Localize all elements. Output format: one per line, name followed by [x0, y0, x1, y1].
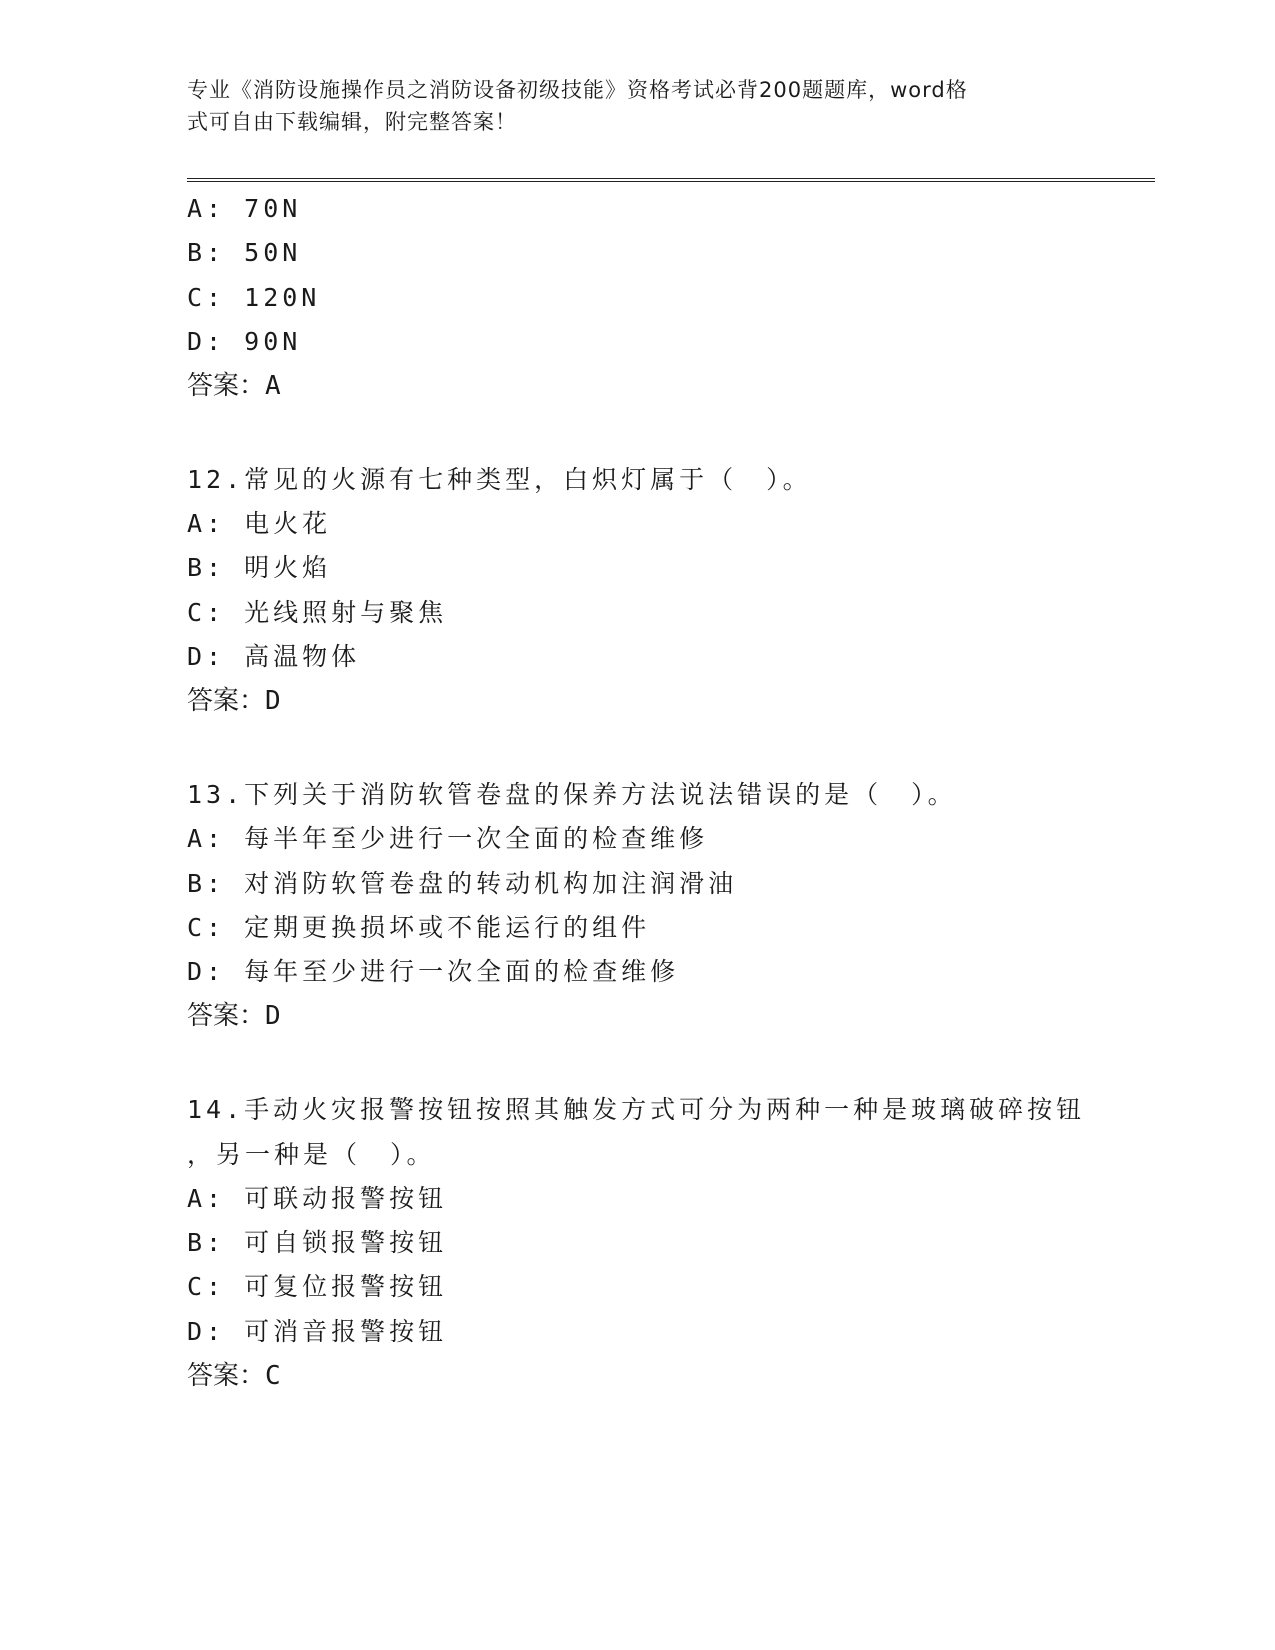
- q11-option-b: B: 50N: [187, 238, 302, 267]
- q14-option-d: D: 可消音报警按钮: [187, 1317, 448, 1346]
- q13-option-b: B: 对消防软管卷盘的转动机构加注润滑油: [187, 869, 738, 898]
- q13-option-c: C: 定期更换损坏或不能运行的组件: [187, 913, 651, 942]
- q13-option-d: D: 每年至少进行一次全面的检查维修: [187, 957, 680, 986]
- answer-value: A: [265, 371, 281, 401]
- answer-value: D: [265, 1001, 281, 1031]
- q12-answer: [187, 684, 281, 718]
- q14-option-b: B: 可自锁报警按钮: [187, 1228, 448, 1257]
- q14-question-line-1: 14.手动火灾报警按钮按照其触发方式可分为两种一种是玻璃破碎按钮: [187, 1095, 1086, 1124]
- q14-option-a: A: 可联动报警按钮: [187, 1184, 448, 1213]
- q12-option-c: C: 光线照射与聚焦: [187, 598, 448, 627]
- q12-question: 12.常见的火源有七种类型，白炽灯属于（ ）。: [187, 465, 812, 494]
- header-line-2: 式可自由下载编辑，附完整答案！: [187, 110, 517, 134]
- q11-option-d: D: 90N: [187, 327, 302, 356]
- q13-option-a: A: 每半年至少进行一次全面的检查维修: [187, 824, 709, 853]
- answer-label: 答案：: [187, 686, 266, 716]
- q12-option-d: D: 高温物体: [187, 642, 361, 671]
- q12-option-b: B: 明火焰: [187, 553, 332, 582]
- answer-value: D: [265, 686, 281, 716]
- answer-label: 答案：: [187, 371, 266, 401]
- answer-value: C: [265, 1361, 281, 1391]
- q14-answer: [187, 1359, 281, 1393]
- answer-label: 答案：: [187, 1001, 266, 1031]
- header-divider: [187, 178, 1155, 182]
- q13-question: 13.下列关于消防软管卷盘的保养方法说法错误的是（ ）。: [187, 780, 957, 809]
- q11-option-a: A: 70N: [187, 194, 302, 223]
- q11-option-c: C: 120N: [187, 283, 321, 312]
- answer-label: 答案：: [187, 1361, 266, 1391]
- q11-answer: [187, 369, 281, 403]
- q14-option-c: C: 可复位报警按钮: [187, 1272, 448, 1301]
- q14-question-line-2: ，另一种是（ ）。: [187, 1140, 436, 1169]
- q13-answer: [187, 999, 281, 1033]
- document-header: [187, 74, 1087, 138]
- header-line-1: 专业《消防设施操作员之消防设备初级技能》资格考试必背200题题库，word格: [187, 78, 968, 102]
- q12-option-a: A: 电火花: [187, 509, 332, 538]
